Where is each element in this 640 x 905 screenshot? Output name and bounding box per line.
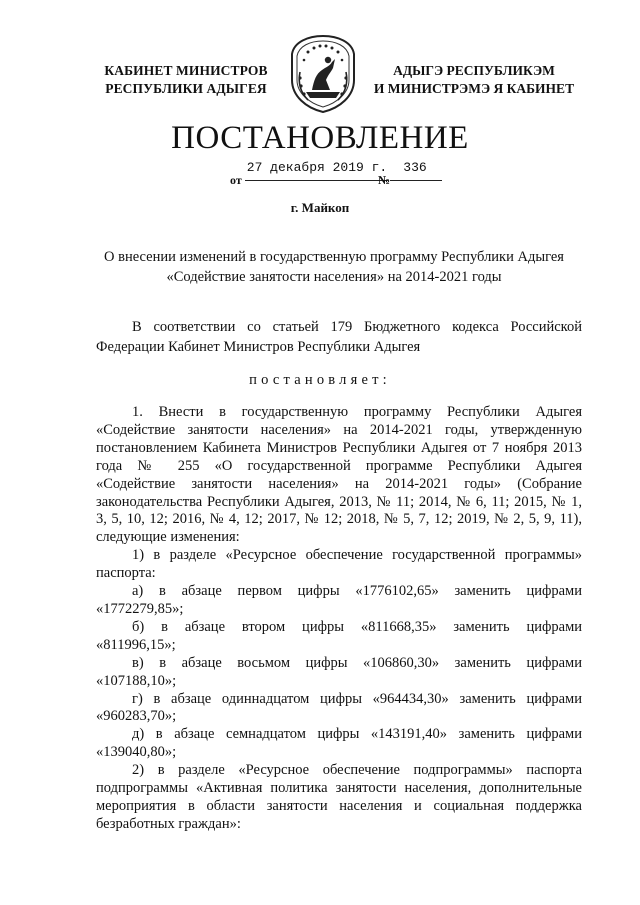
- body-line: мероприятия в области занятости населения и социальная поддержка: [96, 797, 582, 814]
- body-line: 3, 5, 10, 12; 2016, № 4, 12; 2017, № 12; 2018, № 5, 7, 12; 2019, № 2, 5, 9, 11),: [96, 511, 582, 528]
- document-body: [96, 404, 582, 834]
- body-line: 2) в разделе «Ресурсное обеспечение подпрограммы» паспорта: [132, 762, 582, 779]
- body-line: д) в абзаце семнадцатом цифры «143191,40» заменить цифрами: [132, 726, 582, 743]
- body-line: г) в абзаце одиннадцатом цифры «964434,30» заменить цифрами: [132, 690, 582, 707]
- coat-of-arms-emblem: [286, 32, 360, 114]
- body-line: б) в абзаце втором цифры «811668,35» заменить цифрами: [132, 618, 582, 635]
- body-line: «139040,80»;: [96, 744, 177, 761]
- subitem-b: [96, 619, 582, 655]
- issuer-line: И МИНИСТРЭМЭ Я КАБИНЕТ: [373, 81, 575, 96]
- subitem-g: [96, 691, 582, 727]
- body-line: в) в абзаце восьмом цифры «106860,30» заменить цифрами: [132, 654, 582, 671]
- issuer-line: КАБИНЕТ МИНИСТРОВ: [104, 63, 268, 78]
- body-line: подпрограммы «Активная политика занятости населения, дополнительные: [96, 780, 582, 797]
- date-prefix: от: [230, 173, 242, 187]
- body-line: а) в абзаце первом цифры «1776102,65» заменить цифрами: [132, 583, 582, 600]
- issuer-line: АДЫГЭ РЕСПУБЛИКЭМ: [393, 63, 555, 78]
- item-2: [96, 762, 582, 834]
- preamble-line: В соответствии со статьей 179 Бюджетного кодекса Российской: [132, 319, 582, 335]
- body-line: года № 255 «О государственной программе Республики Адыгея: [96, 457, 582, 474]
- body-line: «960283,70»;: [96, 708, 177, 725]
- preamble-line: Федерации Кабинет Министров Республики Адыгея: [96, 338, 421, 355]
- document-title: ПОСТАНОВЛЕНИЕ: [171, 120, 469, 156]
- subject-line: «Содействие занятости населения» на 2014-2021 годы: [166, 268, 502, 285]
- number-underline: [390, 180, 442, 181]
- subitem-v: [96, 655, 582, 691]
- body-line: «Содействие занятости населения» на 2014-2021 годы» (Собрание: [96, 475, 582, 492]
- document-date: 27 декабря 2019 г.: [246, 160, 388, 175]
- subitem-d: [96, 726, 582, 762]
- body-line: следующие изменения:: [96, 529, 240, 546]
- issuer-name-adyghe: [366, 62, 582, 98]
- issuer-line: РЕСПУБЛИКИ АДЫГЕЯ: [105, 81, 267, 96]
- number-sign: №: [378, 173, 391, 187]
- preamble: [96, 318, 582, 357]
- body-line: законодательства Республики Адыгея, 2013, № 11; 2014, № 6, 11; 2015, № 1,: [96, 493, 582, 510]
- subitem-a: [96, 583, 582, 619]
- body-line: «107188,10»;: [96, 672, 177, 689]
- body-line: «Содействие занятости населения» на 2014-2021 годы, утвержденную: [96, 421, 582, 438]
- date-number-line: [228, 160, 468, 186]
- body-line: 1) в разделе «Ресурсное обеспечение государственной программы»: [132, 547, 582, 564]
- item-1: [96, 547, 582, 583]
- body-line: паспорта:: [96, 565, 156, 582]
- document-subject: [90, 248, 578, 287]
- subject-line: О внесении изменений в государственную программу Республики Адыгея: [104, 249, 564, 265]
- resolves-heading: постановляет:: [249, 372, 391, 388]
- city-line: г. Майкоп: [290, 200, 350, 215]
- date-underline: [245, 180, 388, 181]
- paragraph-1: [96, 404, 582, 547]
- body-line: постановлением Кабинета Министров Республики Адыгея от 7 ноября 2013: [96, 439, 582, 456]
- body-line: «811996,15»;: [96, 636, 176, 653]
- issuer-name-russian: [96, 62, 276, 98]
- document-number: 336: [403, 160, 427, 175]
- body-line: 1. Внести в государственную программу Республики Адыгея: [132, 404, 582, 420]
- body-line: безработных граждан»:: [96, 815, 241, 832]
- body-line: «1772279,85»;: [96, 600, 184, 617]
